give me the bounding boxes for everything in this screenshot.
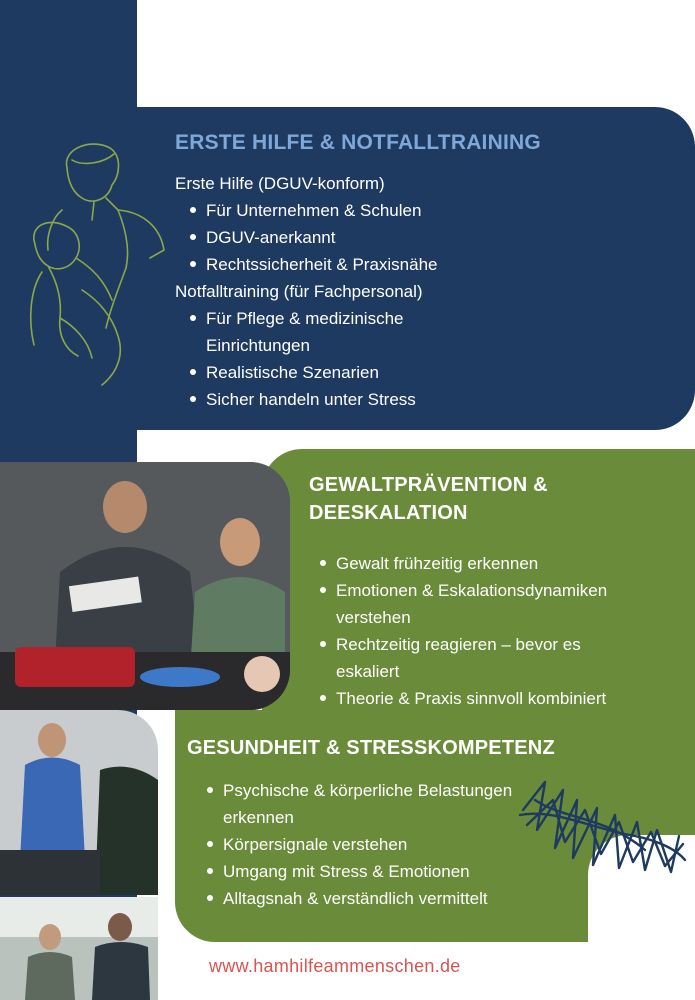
list-item: Realistische Szenarien bbox=[188, 359, 468, 386]
list-item: DGUV-anerkannt bbox=[188, 224, 595, 251]
list-item: Körpersignale verstehen bbox=[205, 831, 515, 858]
section3-list bbox=[205, 777, 515, 912]
list-item: Für Unternehmen & Schulen bbox=[188, 197, 595, 224]
group1-list bbox=[188, 197, 595, 278]
section3-title: GESUNDHEIT & STRESSKOMPETENZ bbox=[187, 737, 555, 759]
list-item: Emotionen & Eskalationsdynamiken verstehen bbox=[318, 577, 648, 631]
list-item: Sicher handeln unter Stress bbox=[188, 386, 468, 413]
training-photo-3 bbox=[0, 897, 158, 1000]
list-item: Für Pflege & medizinische Einrichtungen bbox=[188, 305, 468, 359]
photo1-shapes bbox=[0, 462, 290, 710]
group2-title: Notfalltraining (für Fachpersonal) bbox=[175, 282, 423, 301]
group1-title: Erste Hilfe (DGUV-konform) bbox=[175, 174, 385, 193]
first-aid-line-illustration bbox=[22, 140, 172, 390]
list-item: Psychische & körperliche Belastungen erkennen bbox=[205, 777, 515, 831]
website-link[interactable]: www.hamhilfeammenschen.de bbox=[209, 956, 461, 976]
training-photo-1 bbox=[0, 462, 290, 710]
section1-title: ERSTE HILFE & NOTFALLTRAINING bbox=[175, 131, 541, 154]
list-item: Gewalt frühzeitig erkennen bbox=[318, 550, 648, 577]
section1-content bbox=[175, 170, 595, 413]
training-photo-2 bbox=[0, 710, 158, 895]
list-item: Umgang mit Stress & Emotionen bbox=[205, 858, 515, 885]
scribble-decoration bbox=[515, 770, 690, 880]
list-item: Rechtzeitig reagieren – bevor es eskaliert bbox=[318, 631, 648, 685]
section2-list bbox=[318, 550, 648, 712]
group2-list bbox=[188, 305, 468, 413]
section2-title-line1: GEWALTPRÄVENTION & bbox=[309, 474, 548, 496]
photo3-shapes bbox=[0, 897, 158, 1000]
section2-title-line2: DEESKALATION bbox=[309, 502, 468, 524]
list-item: Alltagsnah & verständlich vermittelt bbox=[205, 885, 515, 912]
photo2-shapes bbox=[0, 710, 158, 895]
list-item: Rechtssicherheit & Praxisnähe bbox=[188, 251, 595, 278]
list-item: Theorie & Praxis sinnvoll kombiniert bbox=[318, 685, 648, 712]
